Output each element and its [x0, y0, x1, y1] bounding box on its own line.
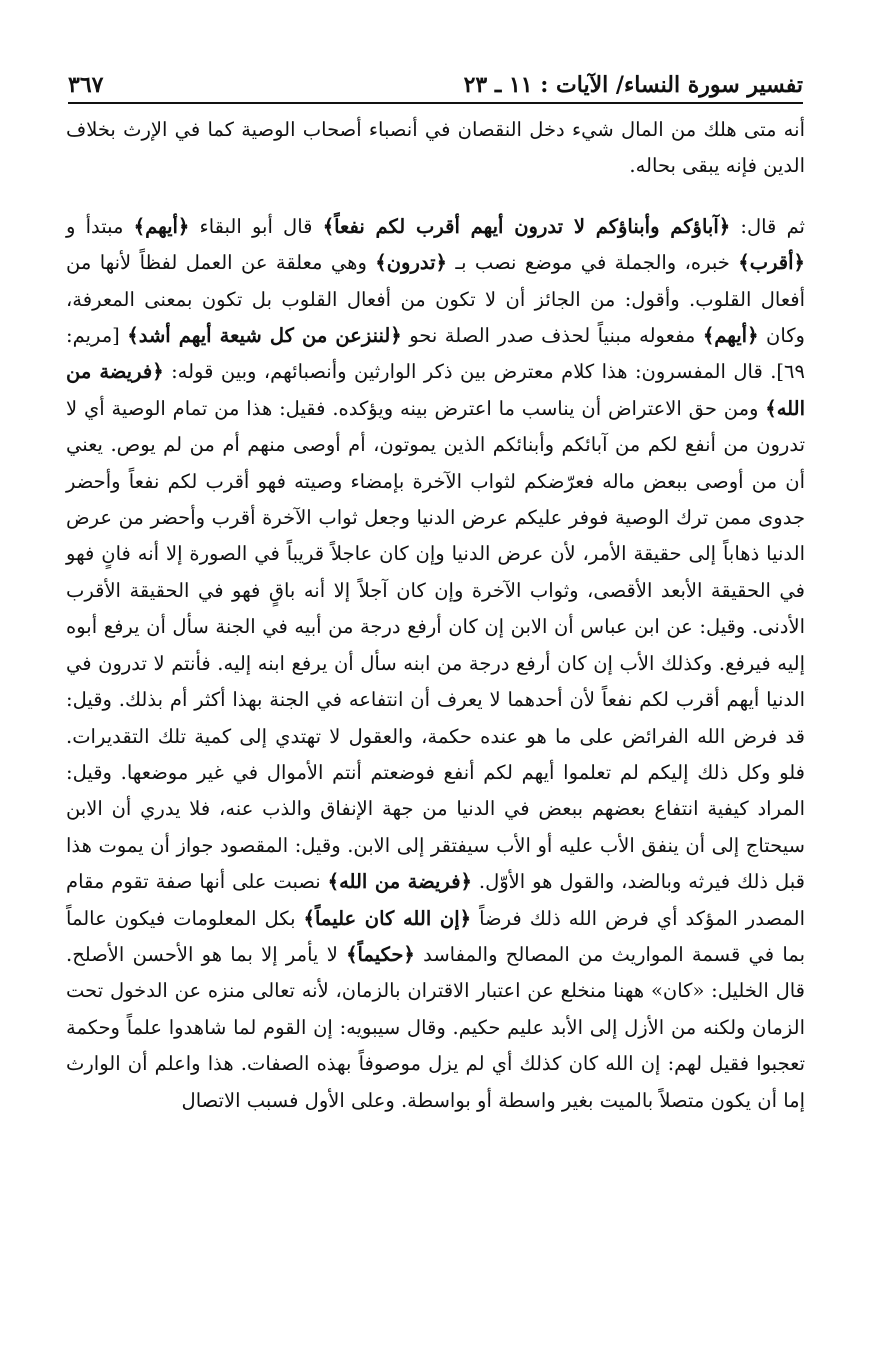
page-number: ٣٦٧: [68, 72, 104, 98]
quran-quote: ﴿فريضة من الله﴾: [66, 360, 805, 420]
quran-quote: ﴿إن الله كان عليماً﴾: [303, 906, 472, 930]
body-text: وهي معلقة عن العمل لفظاً لأنها من أفعال القلوب. وأقول: من الجائز أن لا تكون من أفعال القلوب بل تكون بمعنى المعرفة، وكان: [66, 251, 805, 348]
running-title: تفسير سورة النساء/ الآيات : ١١ ـ ٢٣: [463, 72, 803, 98]
body-text: [مريم: ٦٩]. قال المفسرون: هذا كلام معترض بين ذكر الوارثين وأنصبائهم، وبين قوله:: [66, 324, 805, 384]
quran-quote: ﴿حكيماً﴾: [346, 942, 415, 966]
body-text: أنه متى هلك من المال شيء دخل النقصان في أنصباء أصحاب الوصية كما في الإرث بخلاف الدين فإنه يبقى بحاله.: [66, 118, 805, 178]
quran-quote: ﴿لننزعن من كل شيعة أيهم أشد﴾: [127, 324, 402, 348]
body-text: نصبت على أنها صفة تقوم مقام المصدر المؤكد أي فرض الله ذلك فرضاً: [66, 870, 805, 930]
page-header: [68, 62, 803, 104]
body-text: بكل المعلومات فيكون عالماً بما في قسمة المواريث من المصالح والمفاسد: [66, 906, 806, 966]
body-text: ومن حق الاعتراض أن يناسب ما اعترض بينه ويؤكده. فقيل: هذا من تمام الوصية أي لا تدرون من أنفع لكم من آبائكم وأبنائكم الذين يموتون، أم أوصى منهم أم من لم يوص. يعني أن من أوصى ببعض ماله فعرّضكم لثواب الآخرة بإمضاء وصيته فهو أقرب لكم نفعاً وأحضر جدوى ممن ترك الوصية فوفر عليكم عرض الدنيا وجعل ثواب الآخرة أقرب وأحضر من عرض الدنيا ذهاباً إلى حقيقة الأمر، لأن عرض الدنيا وإن كان عاجلاً قريباً في الصورة إلا أنه فانٍ فهو في الحقيقة الأبعد الأقصى، وثواب الآخرة وإن كان آجلاً إلا أنه باقٍ فهو في الحقيقة الأقرب الأدنى. وقيل: عن ابن عباس أن الابن إن كان أرفع درجة من أبيه في الجنة سأل أن يرفع أبوه إليه فيرفع. وكذلك الأب إن كان أرفع درجة من ابنه سأل أن يرفع ابنه إليه. فأنتم لا تدرون في الدنيا أيهم أقرب لكم نفعاً لأن أحدهما لا يعرف أن انتفاعه في الجنة بهذا أكثر أم بذلك. وقيل: قد فرض الله الفرائض على ما هو عنده حكمة، والعقول لا تهتدي إلى كمية تلك التقديرات. فلو وكل ذلك إليكم لم تعلموا أيهم لكم أنفع فوضعتم أنتم الأموال في غير موضعها. وقيل: المراد كيفية انتفاع بعضهم ببعض في الدنيا من جهة الإنفاق والذب عنه، فلا يدري أن الابن سيحتاج إلى أن ينفق الأب عليه أو الأب سيفتقر إلى الابن. وقيل: المقصود جواز أن يموت هذا قبل ذلك فيرثه وبالضد، والقول هو الأوّل.: [66, 396, 805, 894]
body-text: مبتدأ و: [66, 214, 134, 238]
quran-quote: ﴿آباؤكم وأبناؤكم لا تدرون أيهم أقرب لكم نفعاً﴾: [322, 214, 731, 238]
quran-quote: ﴿فريضة من الله﴾: [327, 870, 472, 894]
page-body: [66, 112, 805, 1119]
body-text: مفعوله مبنياً لحذف صدر الصلة نحو: [401, 324, 703, 348]
paragraph-commentary: [66, 209, 805, 1119]
body-text: ثم قال:: [730, 214, 805, 238]
paragraph-intro: [66, 112, 805, 185]
quran-quote: ﴿أقرب﴾: [738, 251, 805, 275]
body-text: خبره، والجملة في موضع نصب بـ: [446, 251, 739, 275]
body-text: لا يأمر إلا بما هو الأحسن الأصلح. قال الخليل: «كان» ههنا منخلع عن اعتبار الاقتران بالزمان، لأنه تعالى منزه عن الدخول تحت الزمان ولكنه من الأزل إلى الأبد عليم حكيم. وقال سيبويه: إن القوم لما شاهدوا علماً وحكمة تعجبوا فقيل لهم: إن الله كان كذلك أي لم يزل موصوفاً بهذه الصفات. هذا واعلم أن الوارث إما أن يكون متصلاً بالميت بغير واسطة أو بواسطة. وعلى الأول فسبب الاتصال: [66, 942, 805, 1112]
body-text: قال أبو البقاء: [189, 214, 323, 238]
quran-quote: ﴿أيهم﴾: [702, 324, 759, 348]
quran-quote: ﴿تدرون﴾: [375, 251, 447, 275]
quran-quote: ﴿أيهم﴾: [133, 214, 190, 238]
